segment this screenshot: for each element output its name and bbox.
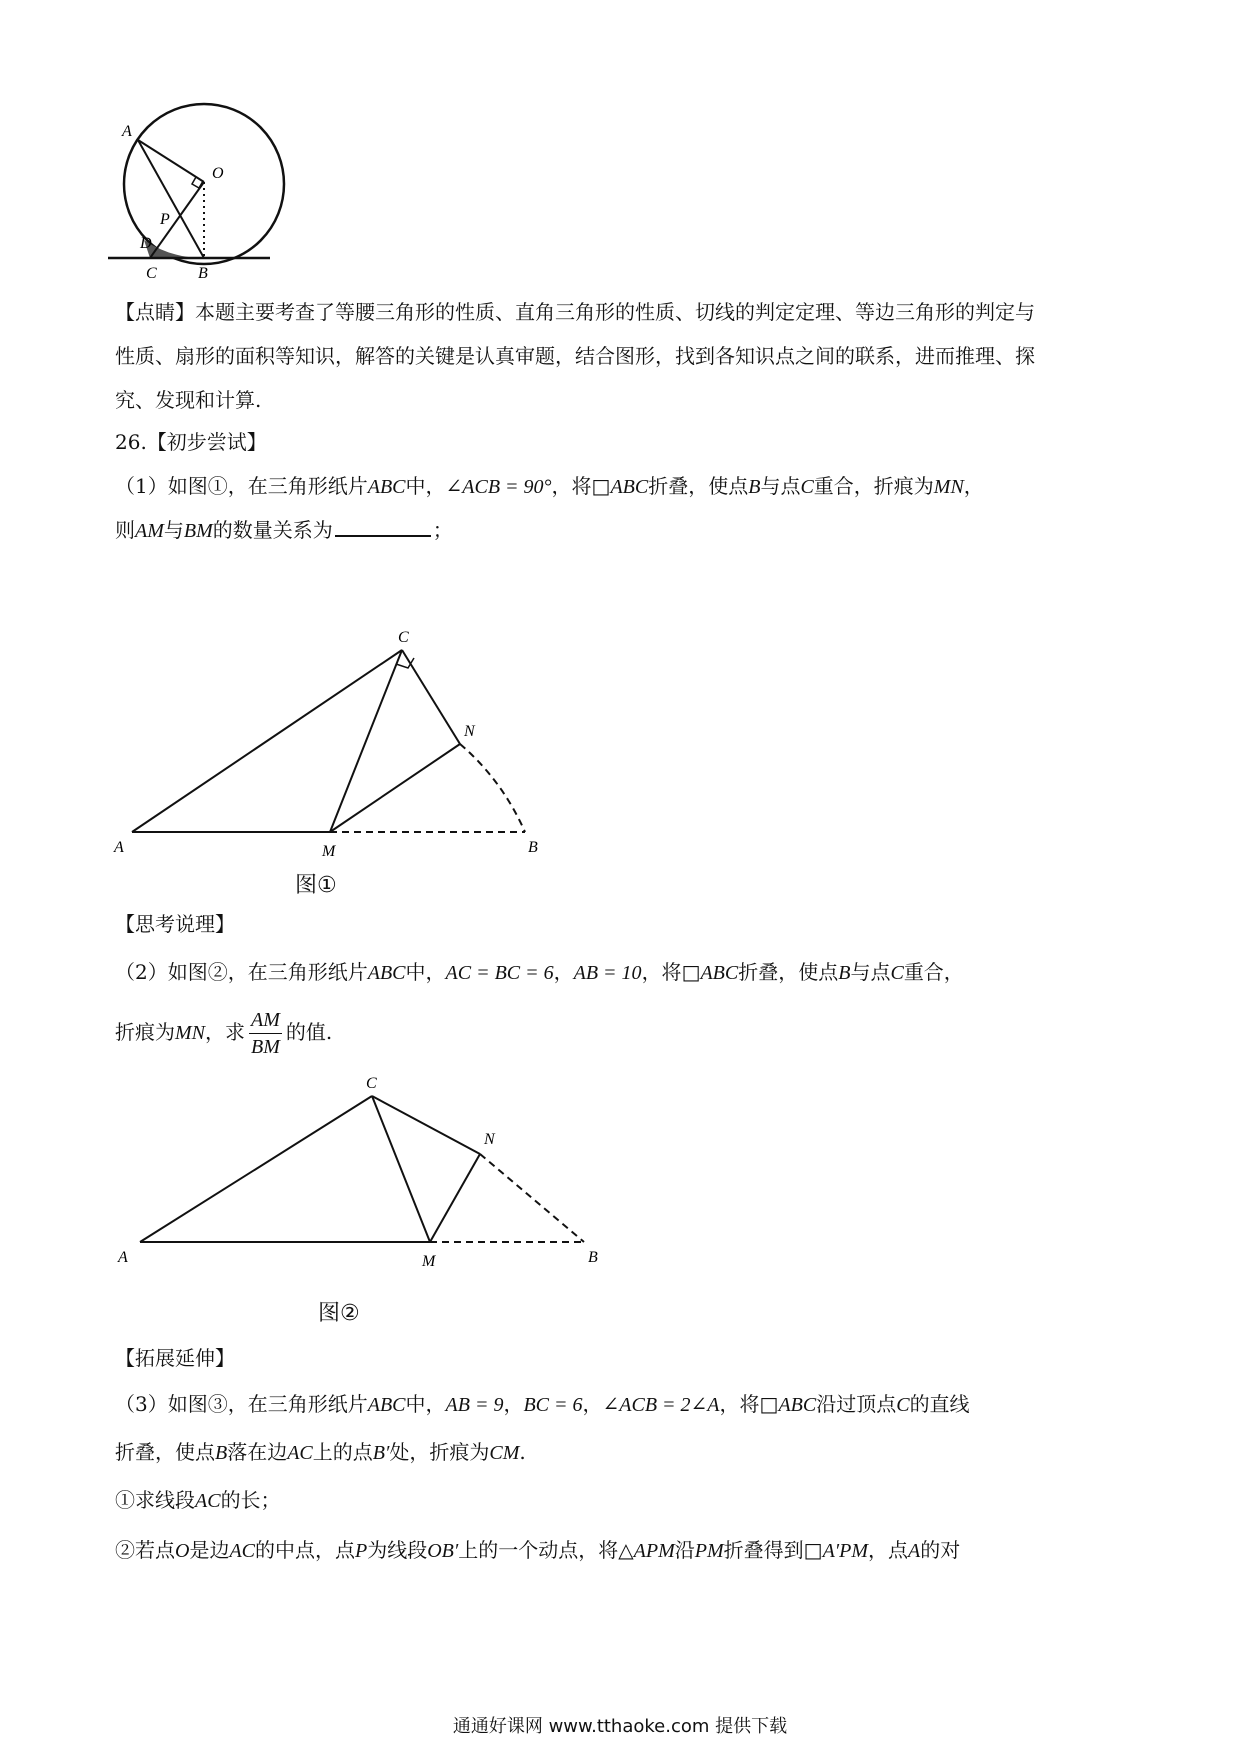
- part3-sub-2: ②若点O是边AC的中点，点P为线段OB′上的一个动点，将△APM沿PM折叠得到□A′PM，点A的对: [115, 1538, 961, 1562]
- part3-line-2: 折叠，使点B落在边AC上的点B′处，折痕为CM.: [115, 1440, 526, 1464]
- answer-blank[interactable]: [335, 519, 431, 537]
- fig1-label-B: B: [528, 839, 538, 856]
- label-D: D: [140, 235, 152, 252]
- part2-line-1: （2）如图②，在三角形纸片ABC中，AC = BC = 6，AB = 10，将□ABC折叠，使点B与点C重合，: [115, 960, 964, 984]
- figure-1: [100, 620, 560, 870]
- label-P: P: [160, 211, 170, 228]
- comment-line-2: 性质、扇形的面积等知识，解答的关键是认真审题，结合图形，找到各知识点之间的联系，进而推理、探: [115, 344, 1035, 368]
- comment-line-3: 究、发现和计算.: [115, 388, 262, 412]
- fig1-segment-CM: [330, 650, 402, 832]
- fig1-label-C: C: [398, 629, 409, 646]
- part1-line-2: 则AM与BM的数量关系为 ；: [115, 518, 453, 542]
- question-26-header: 26.【初步尝试】: [115, 430, 267, 454]
- label-A: A: [122, 123, 132, 140]
- segment-AO: [138, 140, 204, 182]
- label-B: B: [198, 265, 208, 282]
- section-thinking: 【思考说理】: [115, 912, 235, 936]
- page-footer: 通通好课网 www.tthaoke.com 提供下载: [452, 1716, 788, 1737]
- label-O: O: [212, 165, 224, 182]
- fig2-label-C: C: [366, 1075, 377, 1092]
- part1-line-1: （1）如图①，在三角形纸片ABC中，∠ACB = 90°，将□ABC折叠，使点B与点C重合，折痕为MN，: [115, 474, 984, 498]
- fig2-segment-MN: [430, 1154, 480, 1242]
- fraction-AM-over-BM: $\frac{AM}{BM}$: [251, 1009, 280, 1058]
- fig1-label-A: A: [114, 839, 124, 856]
- fig2-segment-CM: [372, 1096, 430, 1242]
- figure-2: [100, 1070, 630, 1270]
- segment-OC: [150, 182, 204, 258]
- comment-line-1: 【点睛】本题主要考查了等腰三角形的性质、直角三角形的性质、切线的判定定理、等边三角形的判定与: [115, 300, 1035, 324]
- fig2-dashed-NB: [480, 1154, 584, 1242]
- fig2-label-M: M: [422, 1253, 436, 1270]
- figure-1-caption: 图①: [295, 873, 337, 898]
- part3-line-1: （3）如图③，在三角形纸片ABC中，AB = 9，BC = 6，∠ACB = 2∠A，将□ABC沿过顶点C的直线: [115, 1392, 970, 1416]
- fig1-label-N: N: [464, 723, 475, 740]
- part3-sub-1: ①求线段AC的长；: [115, 1488, 281, 1512]
- fig1-dashed-arc-NB: [460, 744, 525, 832]
- part2-line-2: 折痕为MN，求 $\frac{AM}{BM}$ 的值.: [115, 1009, 333, 1058]
- fig2-side-AC: [140, 1096, 372, 1242]
- figure-2-caption: 图②: [318, 1301, 360, 1326]
- fig1-label-M: M: [322, 843, 336, 860]
- fig2-side-CN: [372, 1096, 480, 1154]
- section-extension: 【拓展延伸】: [115, 1346, 235, 1370]
- fig1-side-AC: [132, 650, 402, 832]
- fig2-label-N: N: [484, 1131, 495, 1148]
- label-C: C: [146, 265, 157, 282]
- fig2-label-A: A: [118, 1249, 128, 1266]
- circle-figure: [100, 100, 310, 300]
- fig2-label-B: B: [588, 1249, 598, 1266]
- fig1-segment-MN: [330, 744, 460, 832]
